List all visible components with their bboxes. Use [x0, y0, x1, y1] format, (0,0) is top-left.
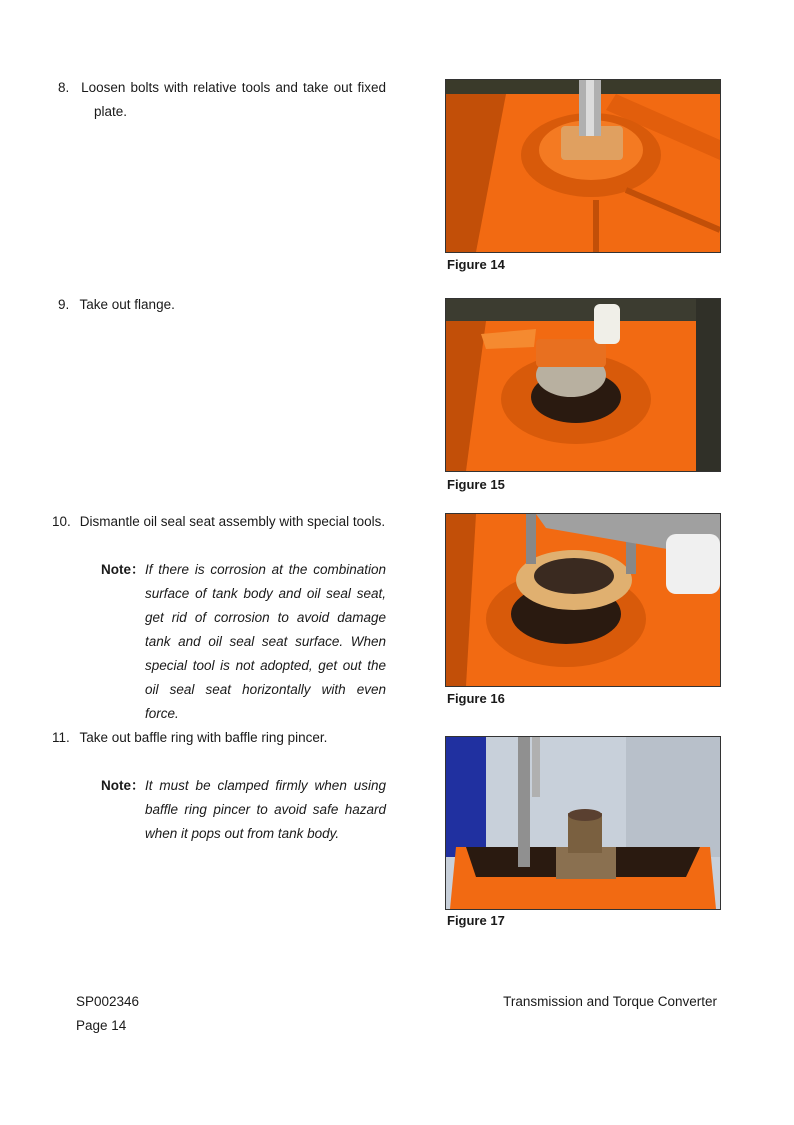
note-label: Note： — [101, 778, 145, 793]
figure-16-caption: Figure 16 — [447, 691, 505, 706]
step-10: 10. Dismantle oil seal seat assembly with special tools. — [52, 514, 386, 529]
figure-17-caption: Figure 17 — [447, 913, 505, 928]
figure-14-caption: Figure 14 — [447, 257, 505, 272]
note-label: Note： — [101, 562, 145, 577]
step-text: Loosen bolts with relative tools and take out fixed plate. — [81, 80, 386, 119]
doc-id: SP002346 — [76, 994, 140, 1009]
note-baffle-ring — [101, 774, 386, 846]
figure-15-photo — [445, 298, 721, 472]
step-9: 9. Take out flange. — [58, 297, 175, 312]
section-title: Transmission and Torque Converter — [503, 994, 717, 1009]
note-corrosion — [101, 558, 386, 726]
step-text: Take out flange. — [79, 297, 175, 312]
figure-17-photo — [445, 736, 721, 910]
figure-16-photo — [445, 513, 721, 687]
page-number: Page 14 — [76, 1018, 127, 1033]
step-8: 8. Loosen bolts with relative tools and take out fixed plate. — [58, 80, 386, 119]
step-text: Dismantle oil seal seat assembly with special tools. — [79, 514, 386, 529]
note-text: It must be clamped firmly when using baffle ring pincer to avoid safe hazard when it pops out from tank body. — [145, 778, 386, 841]
step-11: 11. Take out baffle ring with baffle ring pincer. — [52, 730, 328, 745]
note-text: If there is corrosion at the combination surface of tank body and oil seal seat, get rid of corrosion to avoid damage tank and oil seal seat surface. When special tool is not adopted, get out the oil seal seat horizontally with even force. — [145, 562, 386, 721]
step-text: Take out baffle ring with baffle ring pincer. — [79, 730, 328, 745]
figure-14-photo — [445, 79, 721, 253]
figure-15-caption: Figure 15 — [447, 477, 505, 492]
